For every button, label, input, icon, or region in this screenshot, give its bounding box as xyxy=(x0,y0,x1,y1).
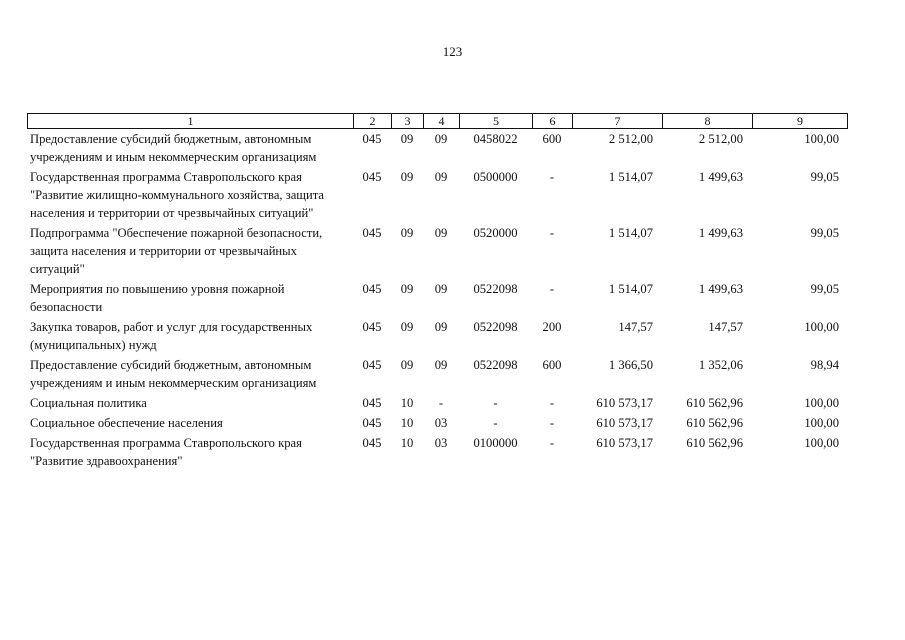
cell-col-2: 045 xyxy=(362,436,382,450)
column-header-3: 3 xyxy=(392,114,424,129)
cell-col-2: 045 xyxy=(362,320,382,334)
cell-col-4: 03 xyxy=(434,416,448,430)
cell-col-9: 100,00 xyxy=(804,396,839,410)
cell-col-2: 045 xyxy=(362,416,382,430)
cell-col-8: 147,57 xyxy=(708,320,743,334)
cell-col-3: 10 xyxy=(400,396,414,410)
cell-col-5: 0500000 xyxy=(473,170,518,184)
cell-col-6: - xyxy=(549,170,555,184)
row-name: Социальная политика xyxy=(30,396,147,410)
row-name: Мероприятия по повышению уровня пожарной безопасности xyxy=(30,282,285,314)
cell-col-8: 1 352,06 xyxy=(698,358,743,372)
cell-col-5: 0522098 xyxy=(473,282,518,296)
row-name: Подпрограмма "Обеспечение пожарной безопасности, защита населения и территории от чрезвычайных ситуаций" xyxy=(30,226,323,276)
row-name: Закупка товаров, работ и услуг для государственных (муниципальных) нужд xyxy=(30,320,313,352)
column-header-5: 5 xyxy=(460,114,533,129)
column-header-8: 8 xyxy=(663,114,753,129)
cell-col-4: 09 xyxy=(434,132,448,146)
cell-col-9: 100,00 xyxy=(804,320,839,334)
cell-col-2: 045 xyxy=(362,170,382,184)
column-header-6: 6 xyxy=(533,114,573,129)
cell-col-5: 0458022 xyxy=(473,132,518,146)
budget-table xyxy=(27,130,847,472)
cell-col-3: 10 xyxy=(400,416,414,430)
row-name: Государственная программа Ставропольского края "Развитие жилищно-коммунального хозяйства, защита населения и территории от чрезвычайных ситуаций" xyxy=(30,170,324,220)
cell-col-4: 09 xyxy=(434,170,448,184)
cell-col-7: 2 512,00 xyxy=(608,132,653,146)
cell-col-4: 09 xyxy=(434,358,448,372)
cell-col-6: - xyxy=(549,226,555,240)
cell-col-5: 0522098 xyxy=(473,320,518,334)
cell-col-6: 200 xyxy=(542,320,562,334)
column-header-9: 9 xyxy=(753,114,848,129)
cell-col-2: 045 xyxy=(362,226,382,240)
cell-col-8: 1 499,63 xyxy=(698,282,743,296)
column-header-7: 7 xyxy=(573,114,663,129)
cell-col-2: 045 xyxy=(362,132,382,146)
table-row xyxy=(27,130,847,168)
cell-col-5: - xyxy=(493,396,498,410)
cell-col-5: 0522098 xyxy=(473,358,518,372)
cell-col-9: 98,94 xyxy=(810,358,839,372)
row-name: Социальное обеспечение населения xyxy=(30,416,223,430)
cell-col-3: 09 xyxy=(400,226,414,240)
cell-col-8: 610 562,96 xyxy=(686,396,743,410)
cell-col-6: - xyxy=(549,282,555,296)
cell-col-7: 610 573,17 xyxy=(596,416,653,430)
cell-col-3: 09 xyxy=(400,170,414,184)
cell-col-7: 610 573,17 xyxy=(596,396,653,410)
table-row xyxy=(27,434,847,472)
column-header-1: 1 xyxy=(28,114,354,129)
cell-col-8: 2 512,00 xyxy=(698,132,743,146)
cell-col-6: 600 xyxy=(542,132,562,146)
cell-col-4: 09 xyxy=(434,226,448,240)
cell-col-3: 09 xyxy=(400,282,414,296)
table-row xyxy=(27,414,847,434)
cell-col-9: 99,05 xyxy=(810,170,839,184)
column-header-2: 2 xyxy=(354,114,392,129)
cell-col-7: 147,57 xyxy=(618,320,653,334)
cell-col-5: 0520000 xyxy=(473,226,518,240)
table-row xyxy=(27,356,847,394)
cell-col-7: 1 514,07 xyxy=(608,226,653,240)
cell-col-4: 09 xyxy=(434,282,448,296)
cell-col-2: 045 xyxy=(362,282,382,296)
cell-col-6: 600 xyxy=(542,358,562,372)
cell-col-6: - xyxy=(549,416,555,430)
cell-col-7: 1 514,07 xyxy=(608,282,653,296)
cell-col-4: 09 xyxy=(434,320,448,334)
cell-col-6: - xyxy=(549,396,555,410)
row-name: Предоставление субсидий бюджетным, автономным учреждениям и иным некоммерческим организациям xyxy=(30,358,317,390)
cell-col-7: 1 514,07 xyxy=(608,170,653,184)
cell-col-8: 1 499,63 xyxy=(698,170,743,184)
cell-col-6: - xyxy=(549,436,555,450)
cell-col-8: 610 562,96 xyxy=(686,416,743,430)
cell-col-7: 610 573,17 xyxy=(596,436,653,450)
cell-col-9: 100,00 xyxy=(804,436,839,450)
column-header-4: 4 xyxy=(424,114,460,129)
table-row xyxy=(27,224,847,280)
cell-col-4: - xyxy=(438,396,444,410)
cell-col-5: - xyxy=(493,416,498,430)
page-number: 123 xyxy=(442,44,463,59)
cell-col-3: 09 xyxy=(400,320,414,334)
table-row xyxy=(27,394,847,414)
cell-col-9: 100,00 xyxy=(804,132,839,146)
table-row xyxy=(27,280,847,318)
cell-col-7: 1 366,50 xyxy=(608,358,653,372)
cell-col-4: 03 xyxy=(434,436,448,450)
row-name: Государственная программа Ставропольского края "Развитие здравоохранения" xyxy=(30,436,302,468)
cell-col-9: 100,00 xyxy=(804,416,839,430)
cell-col-8: 1 499,63 xyxy=(698,226,743,240)
cell-col-8: 610 562,96 xyxy=(686,436,743,450)
cell-col-2: 045 xyxy=(362,358,382,372)
table-row xyxy=(27,318,847,356)
row-name: Предоставление субсидий бюджетным, автономным учреждениям и иным некоммерческим организациям xyxy=(30,132,317,164)
cell-col-3: 09 xyxy=(400,132,414,146)
cell-col-3: 10 xyxy=(400,436,414,450)
cell-col-2: 045 xyxy=(362,396,382,410)
table-row xyxy=(27,168,847,224)
cell-col-9: 99,05 xyxy=(810,226,839,240)
cell-col-9: 99,05 xyxy=(810,282,839,296)
cell-col-3: 09 xyxy=(400,358,414,372)
cell-col-5: 0100000 xyxy=(473,436,518,450)
column-number-header xyxy=(27,113,848,129)
